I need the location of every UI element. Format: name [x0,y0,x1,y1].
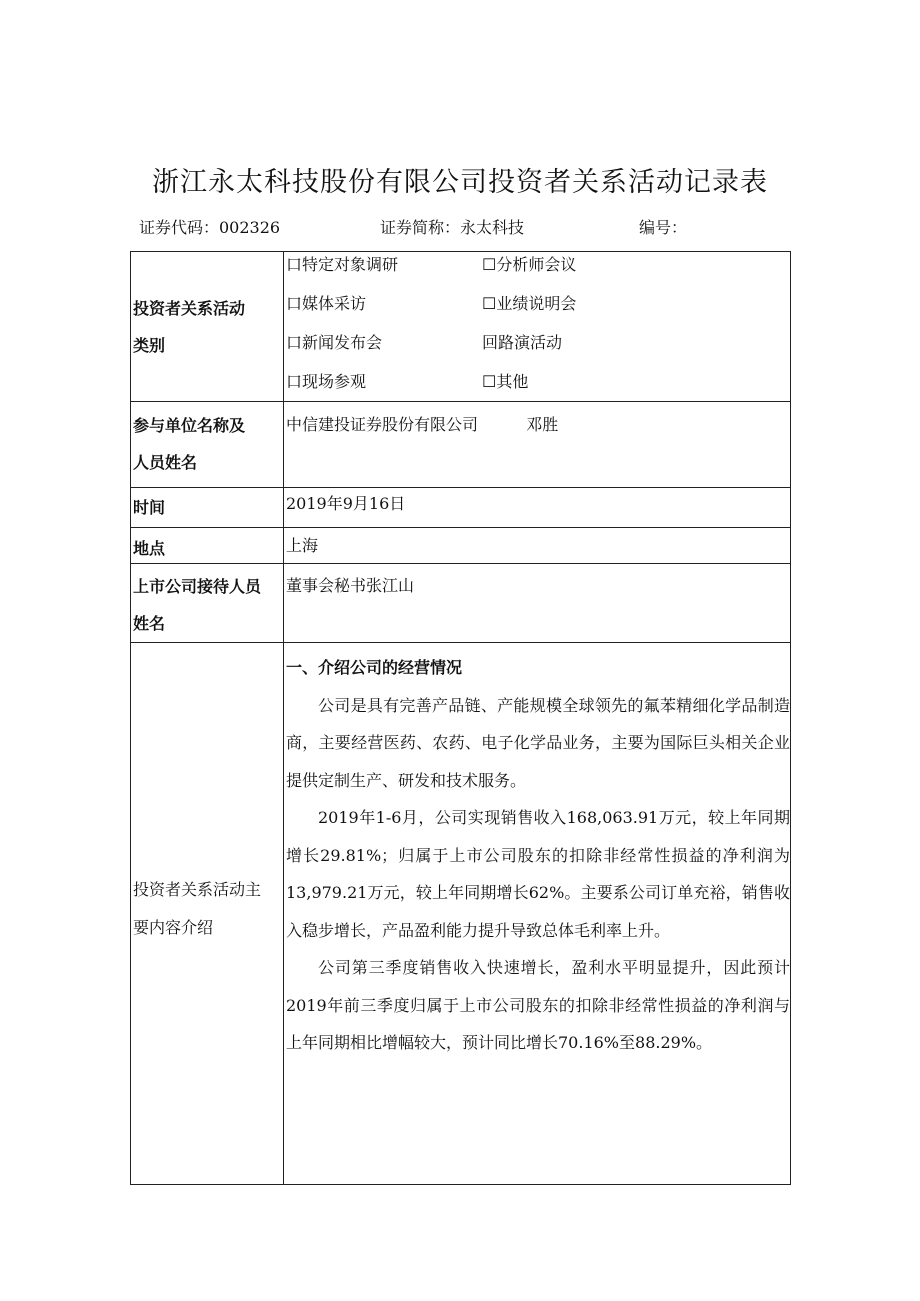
label-participants [131,402,284,488]
reception-value [284,564,791,643]
stock-abbreviation: 证券简称：永太科技 [380,218,525,237]
document-title: 浙江永太科技股份有限公司投资者关系活动记录表 [152,167,768,198]
label-main-line2: 要内容介绍 [133,917,214,937]
label-time: 时间 [131,488,284,528]
label-participants-line2: 人员姓名 [133,453,198,472]
label-reception-line2: 姓名 [133,614,166,633]
row-main-content [131,643,791,1185]
participant-person: 邓胜 [526,415,559,434]
option-roadshow[interactable]: 回路演活动 [482,333,563,352]
option-specific-research[interactable]: 口特定对象调研 [286,255,399,274]
category-options [284,252,791,402]
option-analyst-meeting[interactable]: ☐分析师会议 [482,255,577,274]
label-reception-line1: 上市公司接待人员 [133,577,262,596]
record-number: 编号： [639,218,688,237]
stock-code: 证券代码：002326 [139,218,281,237]
reception-name: 董事会秘书张江山 [286,576,415,595]
row-place [131,528,791,564]
label-category-line2: 类别 [133,336,166,355]
option-site-visit[interactable]: 口现场参观 [286,372,367,391]
time-value: 2019年9月16日 [284,488,791,528]
main-content [284,643,791,1185]
option-media-interview[interactable]: 口媒体采访 [286,294,367,313]
option-other[interactable]: ☐其他 [482,372,529,391]
row-reception [131,564,791,643]
row-participants [131,402,791,488]
option-earnings-briefing[interactable]: ☐业绩说明会 [482,294,577,313]
row-time [131,488,791,528]
label-participants-line1: 参与单位名称及 [133,416,246,435]
label-category [131,252,284,402]
option-press-conference[interactable]: 口新闻发布会 [286,333,383,352]
content-heading: 一、介绍公司的经营情况 [286,658,463,677]
content-paragraph-2: 2019年1-6月，公司实现销售收入168,063.91万元，较上年同期增长29.81%；归属于上市公司股东的扣除非经常性损益的净利润为13,979.21万元，较上年同期增长62%。主要系公司订单充裕，销售收入稳步增长，产品盈利能力提升导致总体毛利率上升。 [286,808,790,940]
label-reception [131,564,284,643]
content-paragraph-1: 公司是具有完善产品链、产能规模全球领先的氟苯精细化学品制造商，主要经营医药、农药、电子化学品业务，主要为国际巨头相关企业提供定制生产、研发和技术服务。 [286,695,790,790]
label-category-line1: 投资者关系活动 [133,299,246,318]
label-main-line1: 投资者关系活动主 [133,879,262,899]
label-main-content [131,643,284,1185]
row-category [131,252,791,402]
content-paragraph-3: 公司第三季度销售收入快速增长，盈利水平明显提升，因此预计2019年前三季度归属于上市公司股东的扣除非经常性损益的净利润与上年同期相比增幅较大，预计同比增长70.16%至88.29%。 [286,958,790,1052]
participants-value [284,402,791,488]
record-table [130,251,791,1185]
label-place: 地点 [131,528,284,564]
place-value: 上海 [284,528,791,564]
participant-company: 中信建投证券股份有限公司 [286,415,479,434]
